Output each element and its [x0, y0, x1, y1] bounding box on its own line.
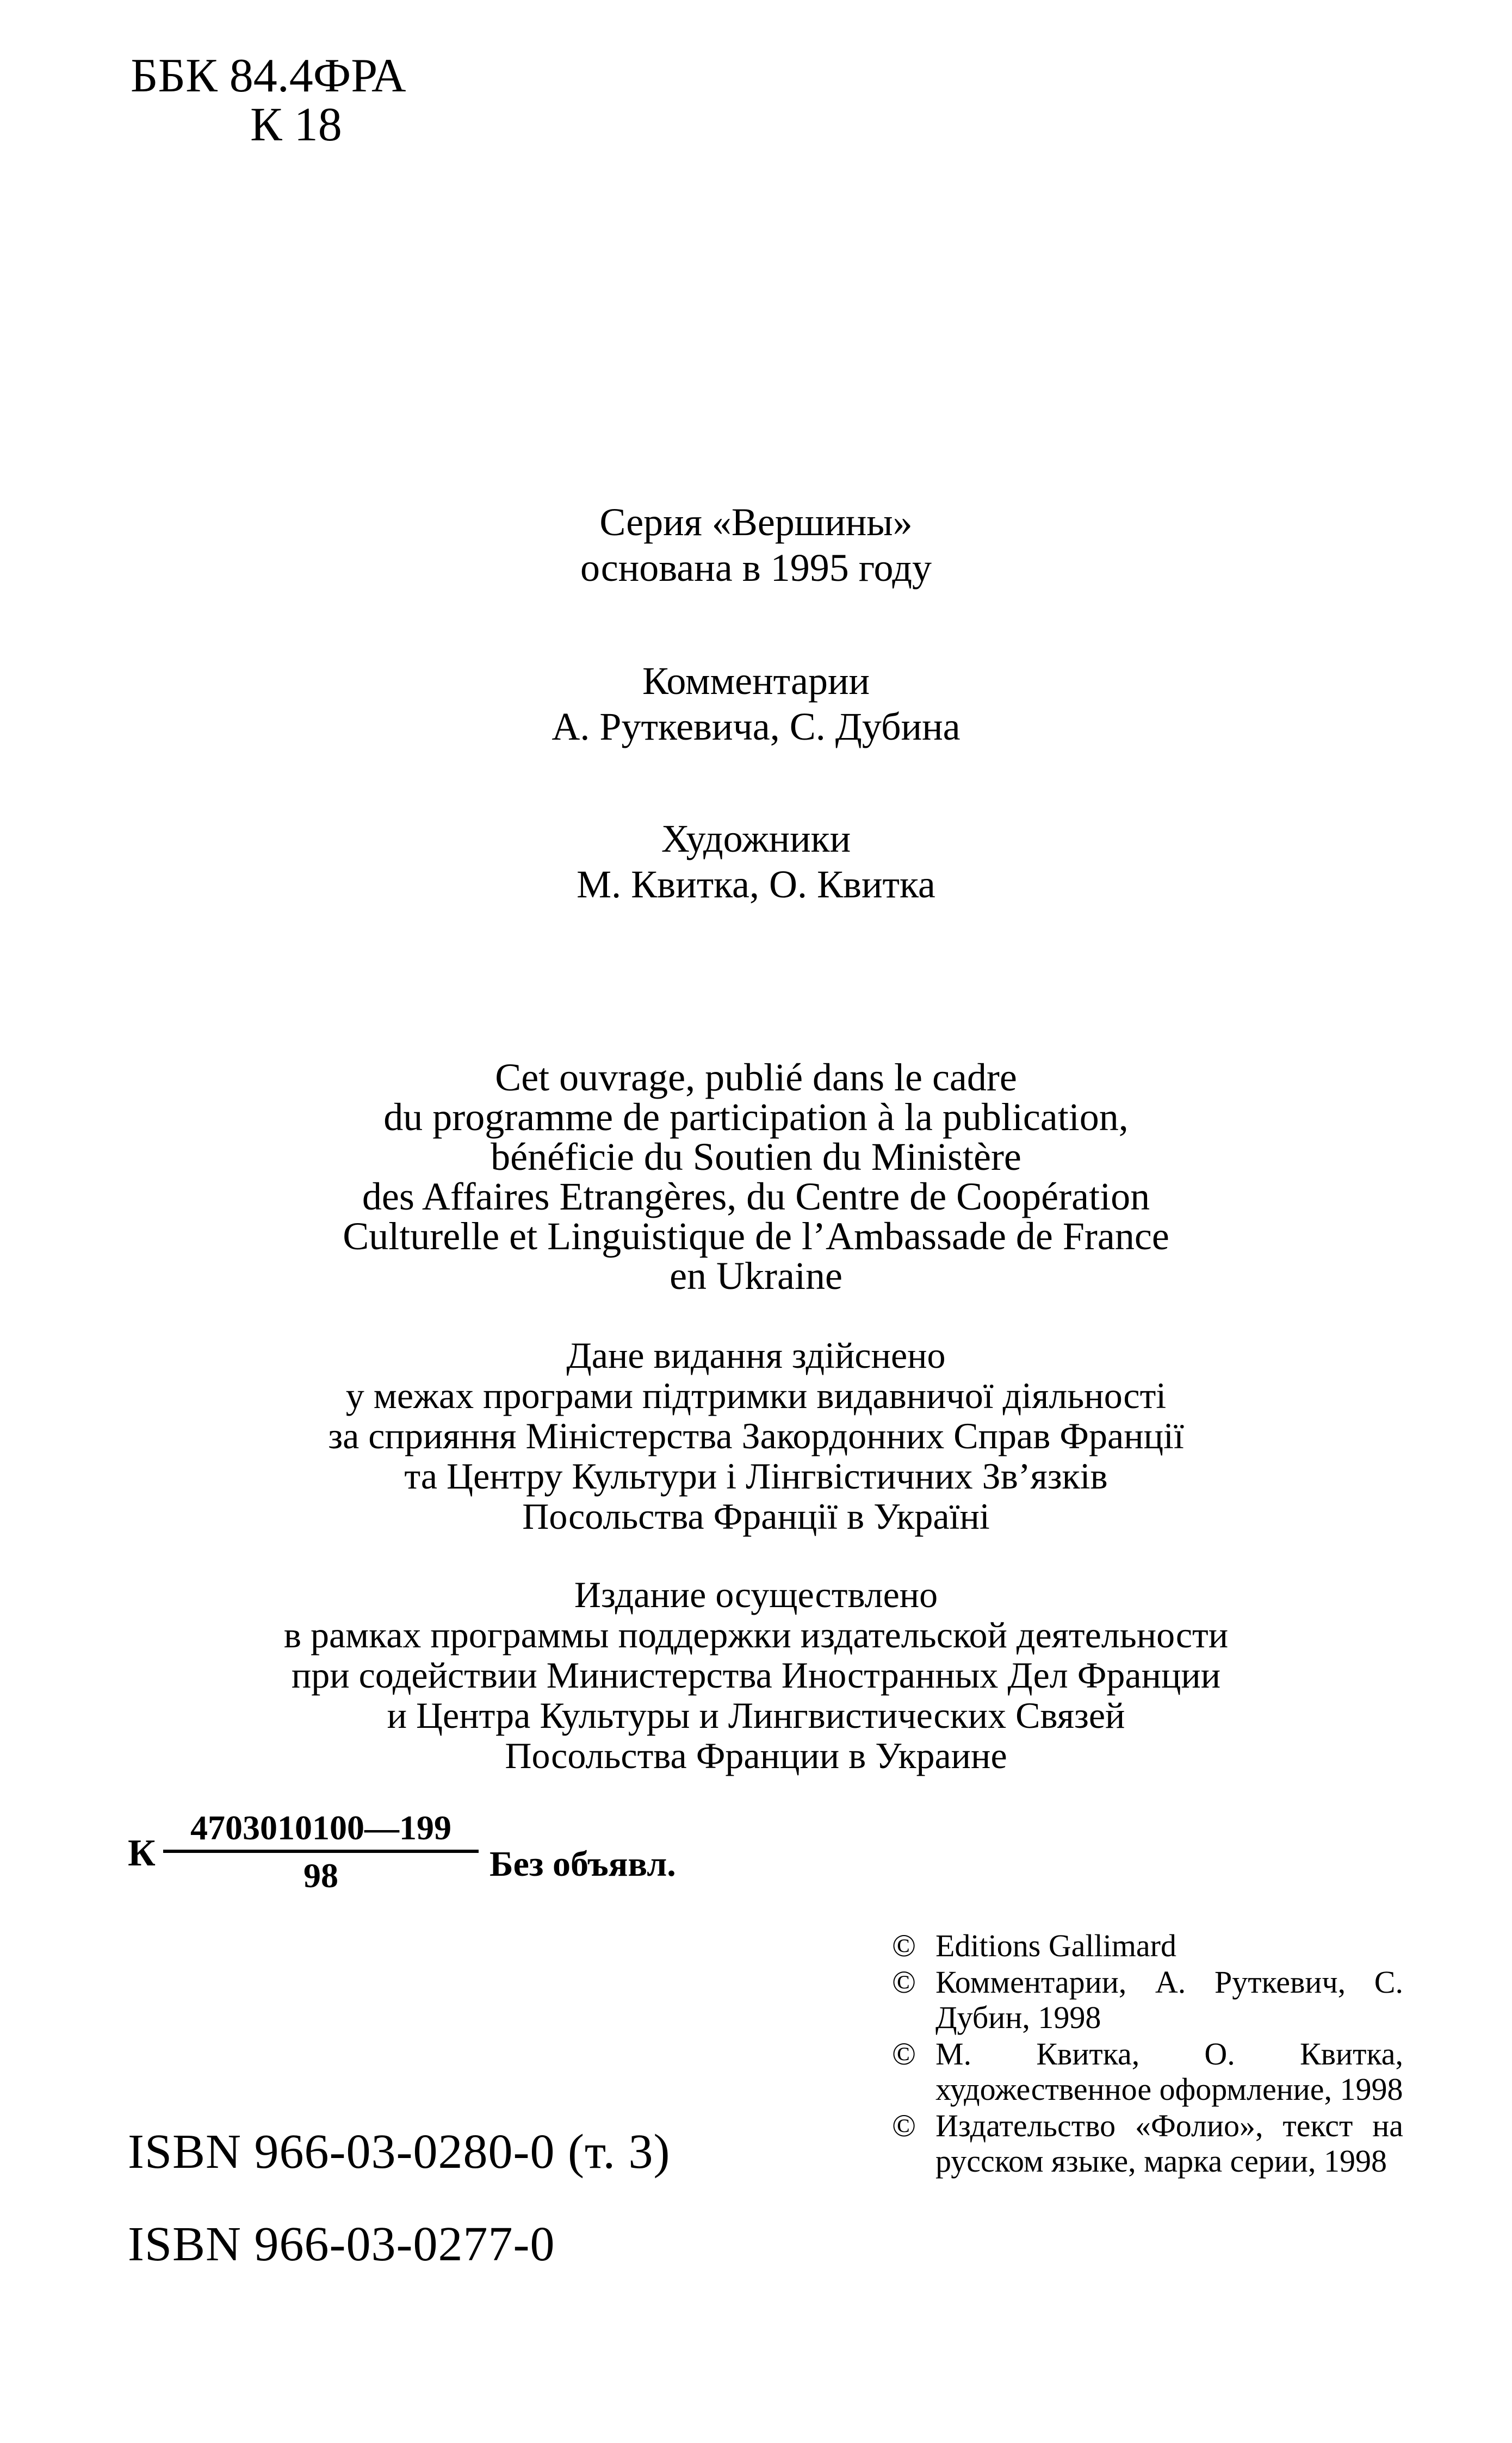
copyright-text: М. Квитка, О. Квитка, художественное оформление, 1998	[935, 2036, 1403, 2107]
ukrainian-notice-line: за сприяння Міністерства Закордонних Справ Франції	[328, 1415, 1184, 1456]
copyright-icon: ©	[892, 1964, 916, 2000]
russian-notice-line: и Центра Культуры и Лингвистических Связей	[387, 1695, 1125, 1736]
copyright-item	[892, 1928, 1403, 1963]
french-notice-line: en Ukraine	[670, 1254, 842, 1298]
catalog-letter: К	[128, 1832, 156, 1874]
ukrainian-notice-line: та Центру Культури і Лінгвістичних Зв’язків	[404, 1455, 1108, 1497]
copyright-item	[892, 2108, 1403, 2179]
copyright-item	[892, 2036, 1403, 2107]
artists-line: Художники	[661, 817, 851, 860]
catalog-fraction	[163, 1808, 479, 1899]
ukrainian-notice-line: у межах програми підтримки видавничої діяльності	[345, 1375, 1167, 1416]
series-line: основана в 1995 году	[580, 546, 932, 590]
french-notice-line: Culturelle et Linguistique de l’Ambassade de France	[343, 1214, 1169, 1258]
series-line: Серия «Вершины»	[599, 500, 913, 544]
copyright-item	[892, 1964, 1403, 2035]
commentary-line: Комментарии	[642, 659, 870, 703]
russian-notice	[0, 1574, 1512, 1776]
artists-line: М. Квитка, О. Квитка	[577, 863, 935, 906]
copyright-text: Editions Gallimard	[935, 1928, 1176, 1963]
bbk-code: ББК 84.4ФРА	[131, 49, 406, 102]
french-notice-line: du programme de participation à la publication,	[383, 1095, 1129, 1139]
french-notice-line: des Affaires Etrangères, du Centre de Coopération	[362, 1175, 1150, 1218]
isbn-line: ISBN 966-03-0280-0 (т. 3)	[128, 2125, 671, 2179]
copyright-icon: ©	[892, 2108, 916, 2143]
author-mark: К 18	[250, 98, 342, 151]
copyright-text: Комментарии, А. Руткевич, С. Дубин, 1998	[935, 1964, 1403, 2035]
french-notice-line: Cet ouvrage, publié dans le cadre	[495, 1056, 1017, 1099]
copyright-list	[892, 1928, 1403, 2180]
ukrainian-notice-line: Посольства Франції в Україні	[522, 1496, 990, 1537]
catalog-numerator: 4703010100—199	[163, 1808, 479, 1853]
classification-codes	[131, 49, 406, 151]
copyright-icon: ©	[892, 1928, 916, 1963]
copyright-text: Издательство «Фолио», текст на русском языке, марка серии, 1998	[935, 2108, 1403, 2179]
catalog-note: Без объявл.	[489, 1844, 676, 1884]
series-block	[0, 499, 1512, 591]
russian-notice-line: Посольства Франции в Украине	[505, 1735, 1007, 1776]
isbn-line: ISBN 966-03-0277-0	[128, 2217, 555, 2271]
copyright-icon: ©	[892, 2036, 916, 2072]
ukrainian-notice	[0, 1335, 1512, 1536]
french-notice	[0, 1058, 1512, 1296]
ukrainian-notice-line: Дане видання здійснено	[566, 1335, 946, 1376]
catalog-denominator: 98	[303, 1856, 338, 1895]
russian-notice-line: Издание осуществлено	[574, 1574, 938, 1615]
commentary-line: А. Руткевича, С. Дубина	[551, 705, 961, 748]
russian-notice-line: в рамках программы поддержки издательской деятельности	[283, 1614, 1229, 1655]
french-notice-line: bénéficie du Soutien du Ministère	[491, 1135, 1021, 1179]
commentary-block	[0, 658, 1512, 749]
russian-notice-line: при содействии Министерства Иностранных Дел Франции	[291, 1654, 1221, 1696]
artists-block	[0, 816, 1512, 907]
